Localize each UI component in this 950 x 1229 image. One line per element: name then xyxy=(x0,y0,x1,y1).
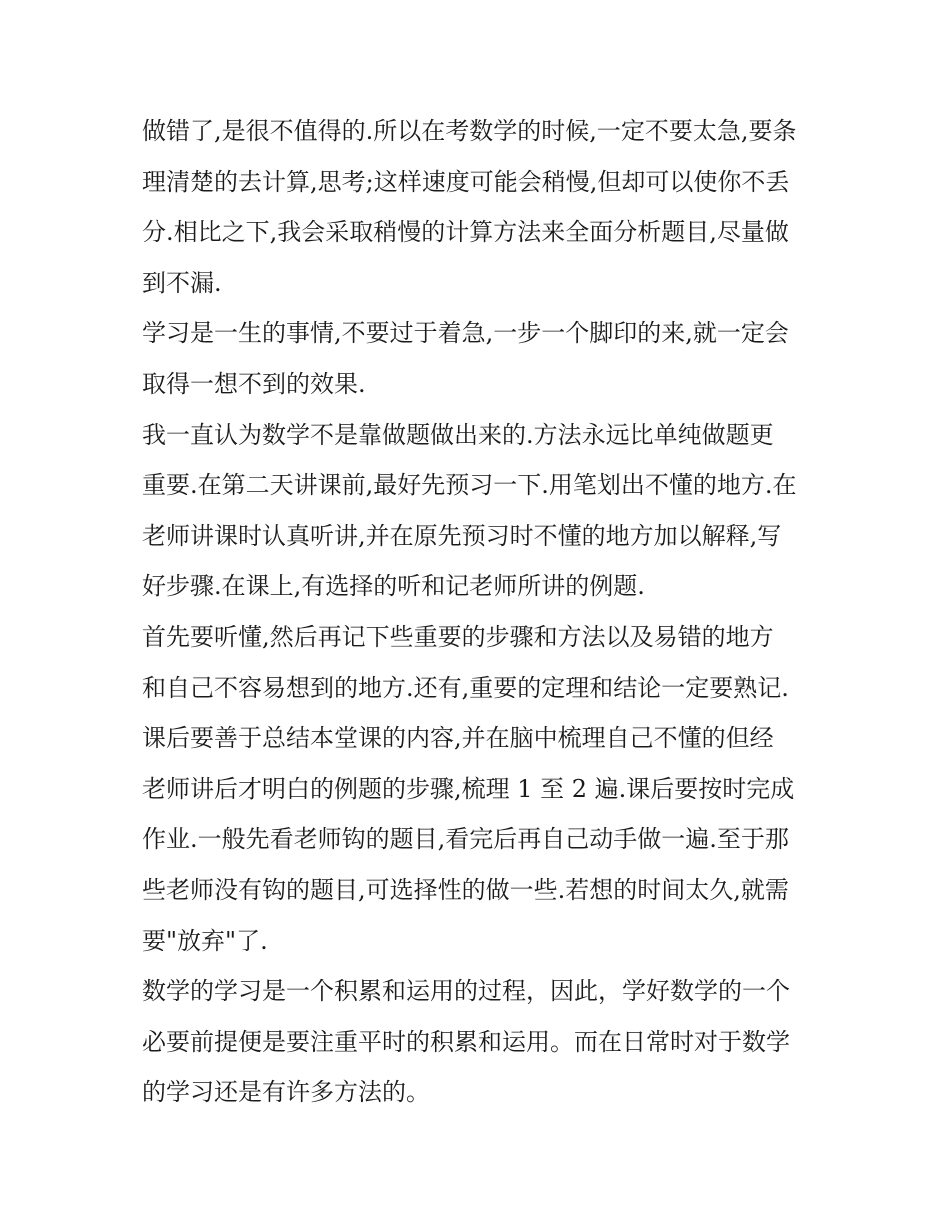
text-line: 数学的学习是一个积累和运用的过程，因此，学好数学的一个 xyxy=(142,977,790,1006)
text-line: 做错了,是很不值得的.所以在考数学的时候,一定不要太急,要条 xyxy=(142,117,797,145)
text-line: 理清楚的去计算,思考;这样速度可能会稍慢,但却可以使你不丢 xyxy=(142,167,790,196)
text-line: 分.相比之下,我会采取稍慢的计算方法来全面分析题目,尽量做 xyxy=(142,218,789,247)
text-line: 取得一想不到的效果. xyxy=(142,369,366,398)
text-line: 老师讲课时认真听讲,并在原先预习时不懂的地方加以解释,写 xyxy=(142,521,782,550)
text-line: 老师讲后才明白的例题的步骤,梳理 1 至 2 遍.课后要按时完成 xyxy=(142,774,795,803)
text-line: 到不漏. xyxy=(142,268,222,297)
text-line: 首先要听懂,然后再记下些重要的步骤和方法以及易错的地方 xyxy=(142,622,774,651)
text-line: 我一直认为数学不是靠做题做出来的.方法永远比单纯做题更 xyxy=(142,420,774,449)
document-body xyxy=(142,106,832,1118)
text-line: 必要前提便是要注重平时的积累和运用。而在日常时对于数学 xyxy=(142,1027,790,1056)
text-line: 重要.在第二天讲课前,最好先预习一下.用笔划出不懂的地方.在 xyxy=(142,471,797,500)
text-line: 要"放弃"了. xyxy=(142,926,268,955)
text-line: 课后要善于总结本堂课的内容,并在脑中梳理自己不懂的但经 xyxy=(142,724,774,753)
text-line: 学习是一生的事情,不要过于着急,一步一个脚印的来,就一定会 xyxy=(142,319,789,348)
text-line: 的学习还是有许多方法的。 xyxy=(142,1078,430,1107)
text-line: 些老师没有钩的题目,可选择性的做一些.若想的时间太久,就需 xyxy=(142,875,789,904)
text-line: 作业.一般先看老师钩的题目,看完后再自己动手做一遍.至于那 xyxy=(142,825,789,854)
text-line: 和自己不容易想到的地方.还有,重要的定理和结论一定要熟记. xyxy=(142,673,789,702)
text-line: 好步骤.在课上,有选择的听和记老师所讲的例题. xyxy=(142,572,645,601)
